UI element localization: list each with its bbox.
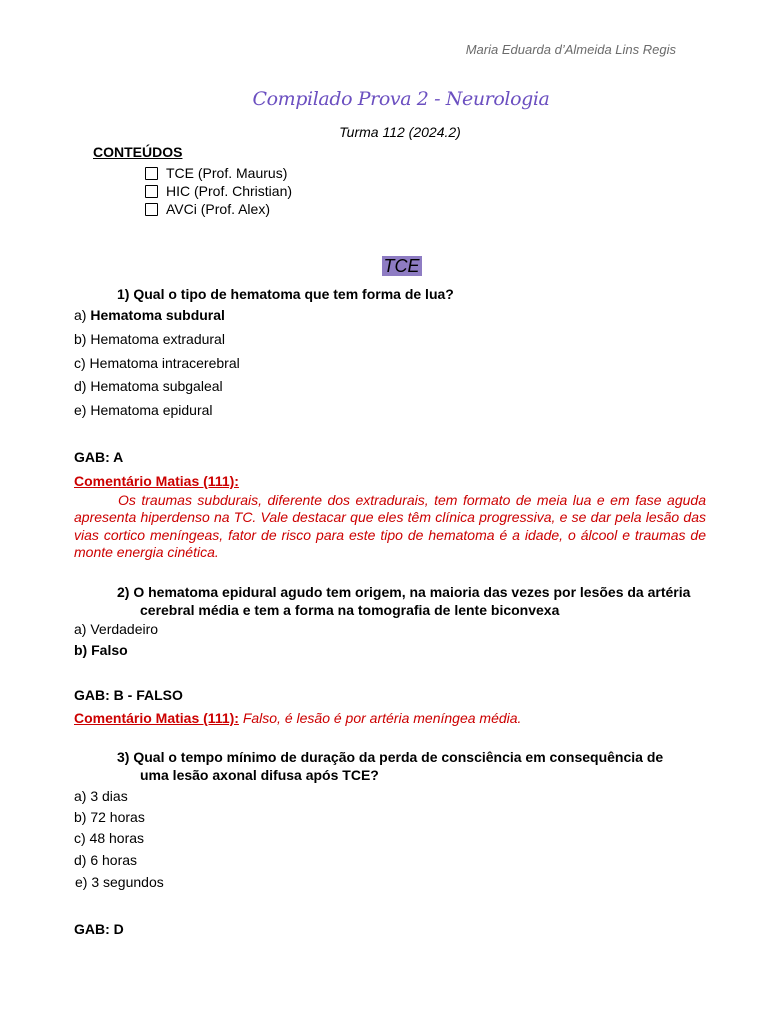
author-name: Maria Eduarda d’Almeida Lins Regis xyxy=(465,42,676,57)
option-text: Hematoma subdural xyxy=(90,307,225,323)
question-2-line-1: 2) O hematoma epidural agudo tem origem, na maioria das vezes por lesões da artéria xyxy=(117,584,691,600)
checkbox-icon[interactable] xyxy=(145,185,158,198)
checkbox-icon[interactable] xyxy=(145,203,158,216)
contents-item-label: TCE (Prof. Maurus) xyxy=(166,165,288,181)
contents-item-hic xyxy=(145,183,292,199)
q3-option-d: d) 6 horas xyxy=(74,852,138,868)
q3-answer-key: GAB: D xyxy=(74,921,124,937)
option-prefix: a) xyxy=(74,307,91,323)
q1-comment-text: Os traumas subdurais, diferente dos extradurais, tem formato de meia lua e em fase aguda apresenta hiperdenso na TC. Vale destacar que eles têm clínica progressiva, e se dar pela lesão das vias cortico meníngeas, fator de risco para este tipo de hematoma é a idade, o álcool e traumas de monte energia cinética. xyxy=(74,492,706,561)
q1-option-c: c) Hematoma intracerebral xyxy=(74,355,240,371)
q1-option-b: b) Hematoma extradural xyxy=(74,331,225,347)
q2-comment xyxy=(74,710,521,726)
contents-item-label: AVCi (Prof. Alex) xyxy=(166,201,270,217)
comment-text: Falso, é lesão é por artéria meníngea média. xyxy=(238,710,522,726)
section-heading-label: TCE xyxy=(383,256,420,276)
q1-answer-key: GAB: A xyxy=(74,449,124,465)
q3-option-b: b) 72 horas xyxy=(74,809,145,825)
q2-option-a: a) Verdadeiro xyxy=(74,621,159,637)
question-2-line-2: cerebral média e tem a forma na tomografia de lente biconvexa xyxy=(140,602,560,618)
q1-option-a xyxy=(74,307,225,323)
question-3-line-1: 3) Qual o tempo mínimo de duração da perda de consciência em consequência de xyxy=(117,749,664,765)
q1-option-e: e) Hematoma epidural xyxy=(74,402,213,418)
comment-label-text: Comentário Matias (111): xyxy=(74,710,239,726)
contents-heading: CONTEÚDOS xyxy=(93,144,183,160)
q3-option-c: c) 48 horas xyxy=(74,830,145,846)
q3-option-a: a) 3 dias xyxy=(74,788,128,804)
q2-answer-key: GAB: B - FALSO xyxy=(74,687,183,703)
q3-option-e: e) 3 segundos xyxy=(75,874,164,890)
checkbox-icon[interactable] xyxy=(145,167,158,180)
q1-option-d: d) Hematoma subgaleal xyxy=(74,378,223,394)
contents-item-label: HIC (Prof. Christian) xyxy=(166,183,293,199)
q1-comment-label xyxy=(74,473,239,489)
document-title: Compilado Prova 2 - Neurologia xyxy=(252,88,550,110)
document-subtitle: Turma 112 (2024.2) xyxy=(339,124,461,140)
contents-item-avci xyxy=(145,201,270,217)
comment-label-text: Comentário Matias (111): xyxy=(74,473,239,489)
section-heading xyxy=(0,256,768,277)
contents-item-tce xyxy=(145,165,287,181)
question-1: 1) Qual o tipo de hematoma que tem forma de lua? xyxy=(117,286,454,302)
question-3-line-2: uma lesão axonal difusa após TCE? xyxy=(140,767,379,783)
q2-option-b: b) Falso xyxy=(74,642,128,658)
